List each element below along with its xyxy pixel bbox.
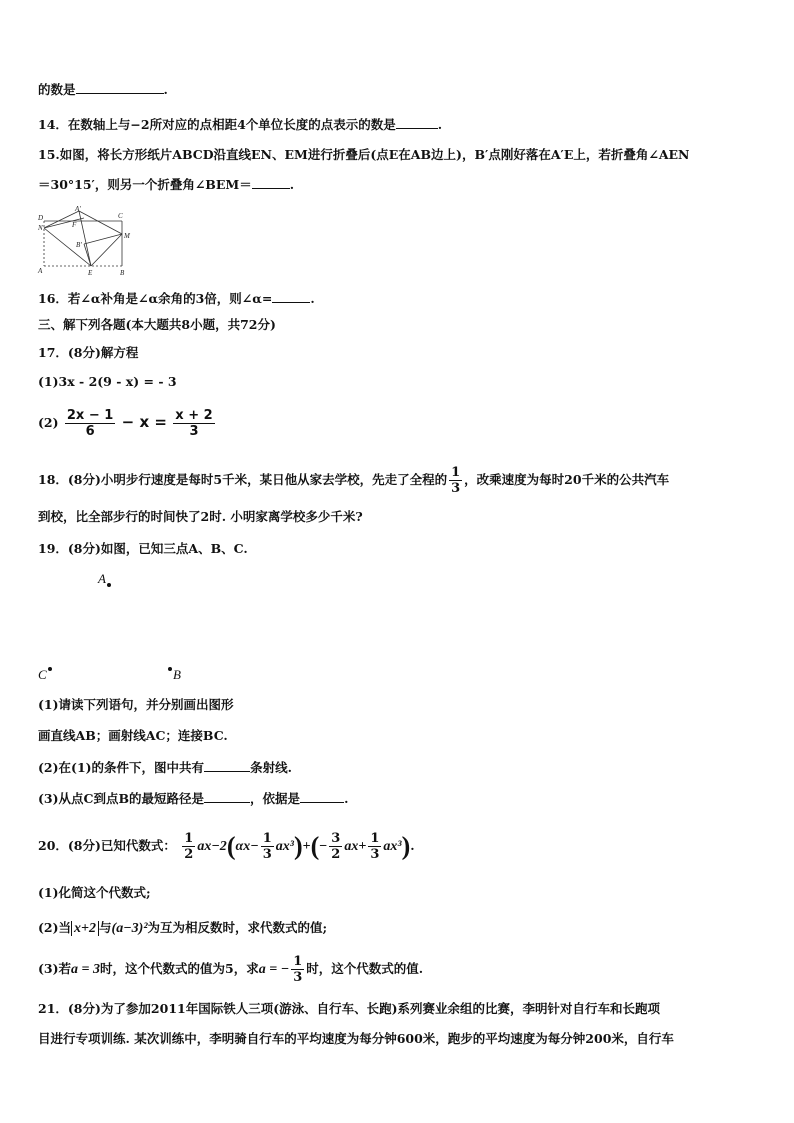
- point-a: A: [98, 568, 111, 587]
- fraction: $\frac{1}{3}$: [451, 465, 461, 496]
- answer-blank[interactable]: [272, 290, 310, 303]
- question-19-part1: (1)请读下列语句，并分别画出图形: [38, 697, 234, 712]
- answer-blank[interactable]: [252, 176, 290, 189]
- question-21-line1: 21．(8分)为了参加2011年国际铁人三项(游泳、自行车、长跑)系列赛业余组的比赛，李明针对自行车和长跑项: [38, 1001, 661, 1016]
- question-19-part2: (2)在(1)的条件下，图中共有 条射线.: [38, 760, 292, 775]
- label-d: D: [38, 214, 44, 222]
- label-a-prime: A′: [75, 206, 81, 213]
- question-18-line1: 18．(8分)小明步行速度是每时5千米，某日他从家去学校，先走了全程的 $\frac{1}{3}$ ，改乘速度为每时20千米的公共汽车: [38, 465, 670, 496]
- answer-blank[interactable]: [396, 116, 438, 129]
- fraction: $\frac{1}{3}$: [262, 831, 272, 862]
- fraction: $\frac{3}{2}$: [331, 831, 341, 862]
- fraction: $\frac{1}{2}$: [184, 831, 194, 862]
- fraction: $\frac{1}{3}$: [370, 831, 380, 862]
- label-f: F: [72, 221, 77, 229]
- label-a: A: [38, 267, 43, 275]
- question-17-title: 17．(8分)解方程: [38, 345, 139, 360]
- label-b: B: [120, 269, 125, 276]
- label-c: C: [118, 212, 123, 220]
- question-17-part1: (1)3x - 2(9 - x) = - 3: [38, 374, 177, 389]
- question-19-title: 19．(8分)如图，已知三点A、B、C.: [38, 541, 248, 556]
- question-19-part1b: 画直线AB；画射线AC；连接BC.: [38, 728, 228, 743]
- question-15-line1: 15.如图，将长方形纸片ABCD沿直线EN、EM进行折叠后(点E在AB边上)，B′点刚好落在A′E上，若折叠角∠AEN: [38, 147, 690, 162]
- fraction: $\frac{1}{3}$: [293, 954, 303, 985]
- question-18-line2: 到校，比全部步行的时间快了2时. 小明家离学校多少千米?: [38, 509, 363, 524]
- question-21-line2: 目进行专项训练. 某次训练中，李明骑自行车的平均速度为每分钟600米，跑步的平均速度为每分钟200米，自行车: [38, 1031, 674, 1046]
- answer-blank[interactable]: [204, 759, 250, 772]
- point-b: B: [168, 664, 181, 683]
- fraction: $\frac{2x - 1}{6}$: [66, 408, 114, 439]
- label-b-prime: B′: [76, 241, 82, 249]
- label-n: N: [38, 224, 43, 232]
- q13-tail: 的数是 .: [38, 82, 168, 97]
- question-15-line2: ＝30°15′，则另一个折叠角∠BEM＝ .: [38, 177, 295, 192]
- question-16: 16．若∠α补角是∠α余角的3倍，则∠α= .: [38, 291, 315, 306]
- fold-figure: [36, 206, 136, 276]
- label-e: E: [88, 269, 93, 276]
- fraction: $\frac{x + 2}{3}$: [175, 408, 213, 439]
- point-c: C: [38, 664, 52, 683]
- question-17-part2: (2) $\frac{2x - 1}{6}$ − x = $\frac{x + 2}{3}$: [38, 408, 213, 439]
- fold-diagram: [36, 206, 136, 276]
- answer-blank[interactable]: [204, 790, 250, 803]
- question-20-title: 20．(8分)已知代数式： $\frac{1}{2}$ ax−2(αx− $\frac{1}{3}$ ax³)+(− $\frac{3}{2}$ ax+ $\frac{1}{3}$ ax³).: [38, 831, 415, 862]
- answer-blank[interactable]: [300, 790, 344, 803]
- answer-blank[interactable]: [76, 81, 164, 94]
- question-20-part3: (3)若a = 3时，这个代数式的值为5，求a = − $\frac{1}{3}$ 时，这个代数式的值.: [38, 954, 424, 985]
- question-19-part3: (3)从点C到点B的最短路径是 ，依据是 .: [38, 791, 349, 806]
- question-20-part1: (1)化简这个代数式;: [38, 885, 151, 900]
- section-heading: 三、解下列各题(本大题共8小题，共72分): [38, 317, 276, 332]
- label-m: M: [124, 232, 130, 240]
- question-14: 14．在数轴上与−2所对应的点相距4个单位长度的点表示的数是 .: [38, 117, 443, 132]
- question-20-part2: (2)当 x+2 与(a−3)²为互为相反数时，求代数式的值;: [38, 920, 328, 936]
